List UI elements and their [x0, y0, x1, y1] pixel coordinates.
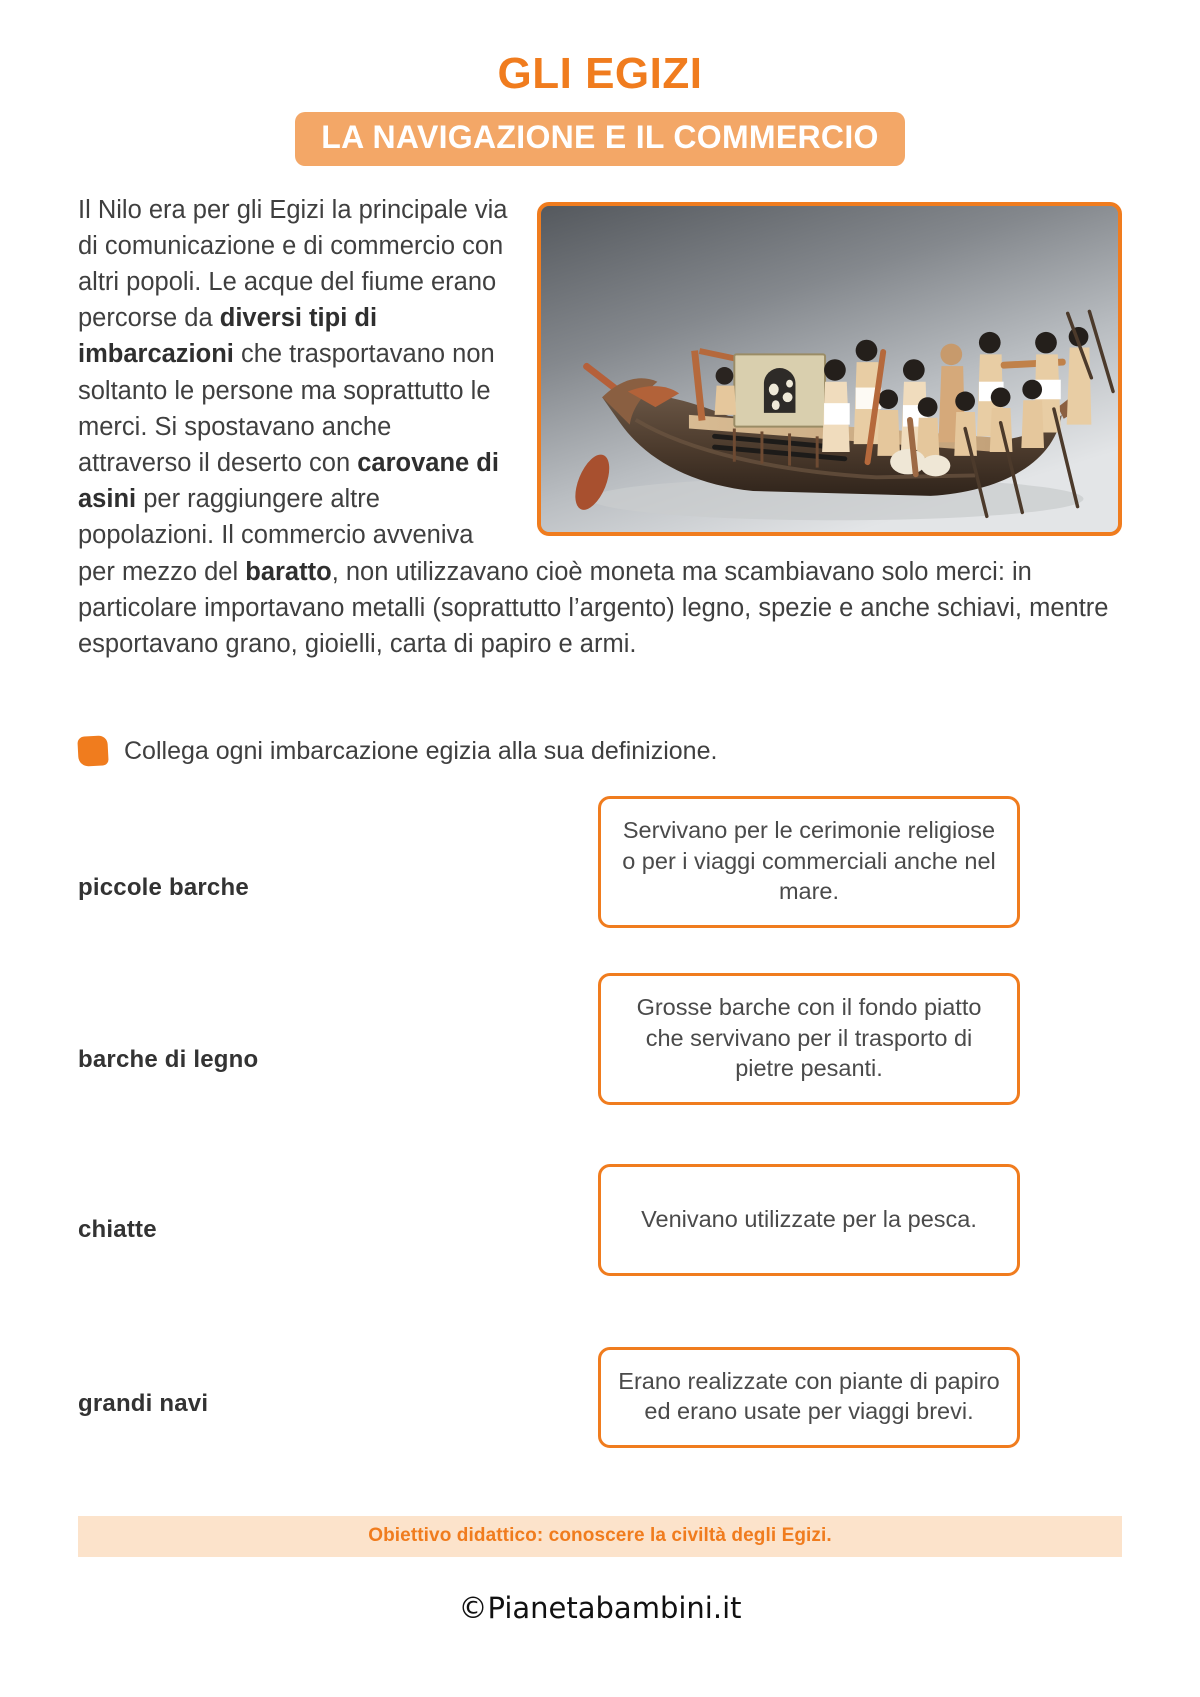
orange-square-bullet-icon [77, 735, 109, 767]
match-definition-1[interactable]: Servivano per le cerimonie religiose o per i viaggi commerciali anche nel mare. [598, 796, 1020, 928]
matching-exercise [78, 662, 1122, 1488]
page-subtitle-badge: LA NAVIGAZIONE E IL COMMERCIO [295, 112, 904, 165]
paragraph-bold-2: carovane di asini [78, 449, 499, 514]
page-footer [78, 1516, 1122, 1625]
page-title: GLI EGIZI [497, 49, 703, 98]
match-row [78, 1314, 1122, 1488]
paragraph-text-3: per raggiungere altre popolazioni. Il commercio avveniva per mezzo del [78, 485, 474, 586]
paragraph-text-4: , non utilizzavano cioè moneta ma scambiavano solo merci: in particolare importavano metalli (soprattutto l’argento) legno, spezie e anche schiavi, mentre esportavano grano, gioielli, carta di papiro e armi. [78, 557, 1109, 659]
match-row [78, 966, 1122, 1140]
match-definition-container [598, 817, 1122, 928]
boat-illustration [541, 206, 1118, 532]
intro-paragraph [78, 192, 1122, 663]
match-definition-4[interactable]: Erano realizzate con piante di papiro ed erano usate per viaggi brevi. [598, 1347, 1020, 1448]
exercise-instruction-label: Collega ogni imbarcazione egizia alla sua definizione. [124, 736, 718, 765]
match-definition-container [598, 994, 1122, 1105]
paragraph-bold-3: baratto [245, 557, 332, 586]
match-term-grandi-navi[interactable]: grandi navi [78, 1390, 209, 1418]
match-term-chiatte[interactable]: chiatte [78, 1216, 157, 1244]
match-definition-2[interactable]: Grosse barche con il fondo piatto che servivano per il trasporto di pietre pesanti. [598, 973, 1020, 1105]
match-definition-container [598, 1355, 1122, 1448]
matching-grid [78, 792, 1122, 1488]
didactic-objective-banner: Obiettivo didattico: conoscere la civiltà degli Egizi. [78, 1516, 1122, 1557]
match-definition-3[interactable]: Venivano utilizzate per la pesca. [598, 1164, 1020, 1276]
exercise-instruction [78, 736, 1122, 766]
subtitle-container [78, 112, 1122, 165]
paragraph-text-2: che trasportavano non soltanto le persone ma soprattutto le merci. Si spostavano anche attraverso il deserto con [78, 340, 495, 477]
match-definition-container [598, 1178, 1122, 1276]
paragraph-text-1: Il Nilo era per gli Egizi la principale via di comunicazione e di commercio con altri popoli. Le acque del fiume erano percorse da [78, 195, 508, 333]
match-term-barche-di-legno[interactable]: barche di legno [78, 1046, 259, 1074]
match-row [78, 1140, 1122, 1314]
match-row [78, 792, 1122, 966]
egyptian-boat-image [537, 202, 1122, 536]
match-term-piccole-barche[interactable]: piccole barche [78, 874, 249, 902]
copyright-credit: ©Pianetabambini.it [458, 1591, 742, 1625]
paragraph-bold-1: diversi tipi di imbarcazioni [78, 304, 378, 369]
